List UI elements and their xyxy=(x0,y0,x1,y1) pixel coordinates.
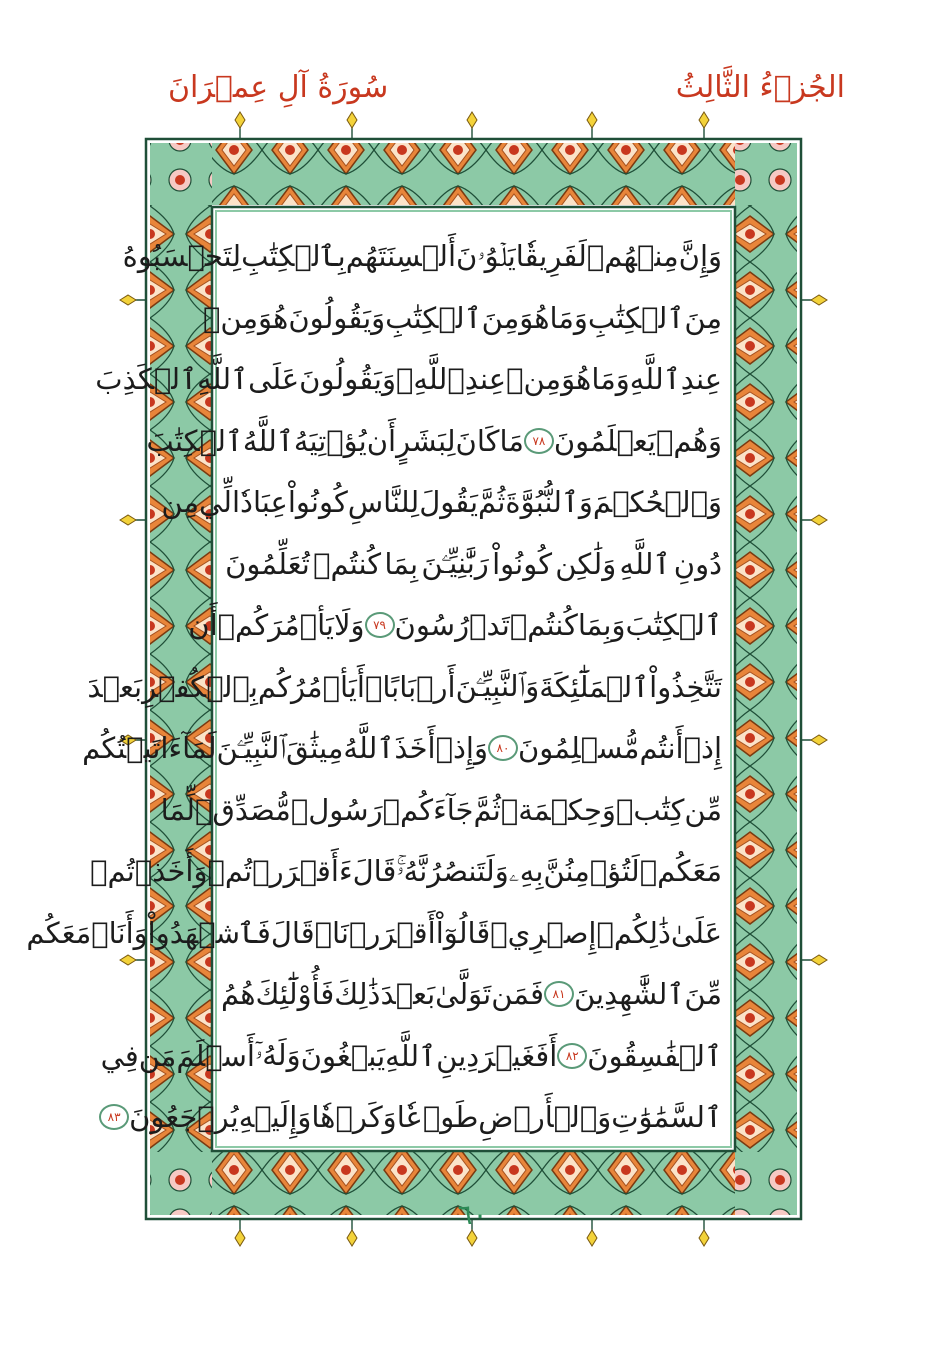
word: ٱللَّهِۖ xyxy=(395,362,465,396)
word: إِصۡرِيۖ xyxy=(490,915,597,950)
word: أَنتُم xyxy=(639,731,684,765)
word: وَلَٰكِن xyxy=(555,546,617,581)
word: هُوَ xyxy=(258,300,289,335)
word: ٱلشَّٰهِدِينَ xyxy=(573,977,685,1011)
word: تَوَلَّىٰ xyxy=(435,977,492,1011)
word: مِّن xyxy=(684,792,722,827)
word: أَن xyxy=(366,423,397,458)
word: أَفَغَيۡرَ xyxy=(479,1038,558,1073)
word: مَن xyxy=(138,1038,177,1073)
word: ٱللَّهِ xyxy=(385,1038,437,1073)
word: لَتُؤۡمِنُنَّ xyxy=(543,854,640,888)
ayah-number-marker: ٨٣ xyxy=(99,1104,129,1130)
text-line xyxy=(100,1025,722,1087)
text-line xyxy=(146,410,722,472)
ayah-number-marker: ٧٨ xyxy=(524,428,554,454)
word: وَٱلنَّبِيِّـۧنَ xyxy=(455,669,540,703)
juz-heading: الجُزۡءُ الثَّالِثُ xyxy=(675,69,845,105)
word: كُونُواْ xyxy=(287,485,348,519)
word: أَيَأۡمُرُكُم xyxy=(257,669,365,704)
word: أَلۡسِنَتَهُم xyxy=(345,239,457,273)
word: عِندِ xyxy=(464,362,507,396)
word: ٱلۡمَلَٰٓئِكَةَ xyxy=(539,669,650,704)
word: وَيَقُولُونَ xyxy=(299,362,396,396)
word: فِي xyxy=(100,1038,139,1073)
word: ٱلۡكَذِبَ xyxy=(95,362,198,396)
word: وَبِمَا xyxy=(577,608,626,642)
ayah-number-marker: ٨٠ xyxy=(488,735,518,761)
word: عِندِ xyxy=(680,362,722,396)
word: كُونُواْ xyxy=(492,546,553,581)
word: أَرۡبَابًاۗ xyxy=(364,669,456,704)
word: هُوَ xyxy=(561,362,592,396)
word: عَلَى xyxy=(248,362,300,396)
text-line xyxy=(87,656,722,718)
word: ٱلۡكِتَٰبِ xyxy=(385,300,482,335)
word: ٱلۡفَٰسِقُونَ xyxy=(587,1038,722,1073)
word: لَفَرِيقٗا xyxy=(515,239,587,273)
word: بَعۡدَ xyxy=(380,977,436,1011)
word: وَٱلۡحُكۡمَ xyxy=(592,485,722,519)
word: ذَٰلِكُمۡ xyxy=(596,915,671,950)
text-line xyxy=(26,902,722,964)
word: مِنۡهُمۡ xyxy=(586,239,679,273)
word: فَمَن xyxy=(491,977,544,1011)
ayah-number-marker: ٨١ xyxy=(544,981,574,1007)
word: وَأَنَا۠ xyxy=(91,915,148,950)
word: مَعَكُم xyxy=(26,915,92,950)
text-line xyxy=(220,963,722,1025)
word: تَتَّخِذُواْ xyxy=(649,669,722,704)
word: يَبۡغُونَ xyxy=(300,1038,386,1073)
word: بِٱلۡكِتَٰبِ xyxy=(241,239,346,273)
text-line xyxy=(122,225,722,287)
text-line xyxy=(95,348,722,410)
word: هُمُ xyxy=(220,977,256,1011)
word: ٱلسَّمَٰوَٰتِ xyxy=(611,1100,722,1134)
word: لِلنَّاسِ xyxy=(347,485,420,519)
text-line xyxy=(161,471,722,533)
word: عِبَادٗا xyxy=(232,485,288,519)
word: أَسۡلَمَ xyxy=(176,1038,255,1073)
quran-text-panel xyxy=(26,211,732,1147)
text-line xyxy=(225,533,722,595)
word: وَهُمۡ xyxy=(655,423,722,458)
word: قَالَ xyxy=(352,854,397,888)
word: وَإِلَيۡهِ xyxy=(238,1100,312,1134)
word: كُنتُمۡ xyxy=(509,608,578,642)
word: مُّصَدِّقٞ xyxy=(195,792,291,827)
word: بِهِۦ xyxy=(508,853,544,888)
word: دُونِ xyxy=(673,546,722,581)
word: ءَأَقۡرَرۡتُمۡ xyxy=(207,854,353,888)
word: مِنَ xyxy=(684,300,722,335)
word: عَلَىٰ xyxy=(670,915,722,950)
word: وَٱلۡأَرۡضِ xyxy=(478,1100,612,1134)
word: ٱلۡكِتَٰبَ xyxy=(625,608,722,642)
word: ثُمَّ xyxy=(473,792,501,827)
word: كَانَ xyxy=(455,423,500,458)
word: مُّسۡلِمُونَ xyxy=(517,731,640,765)
ayah-number-marker: ٨٢ xyxy=(557,1043,587,1069)
text-line xyxy=(90,840,722,902)
word: تَدۡرُسُونَ xyxy=(394,608,510,642)
word: وَلَا xyxy=(333,608,365,642)
word: ٱللَّهُ xyxy=(343,731,395,765)
word: لِّمَا xyxy=(160,792,195,827)
word: بِمَا xyxy=(384,546,419,581)
word: ذَٰلِكَ xyxy=(334,977,381,1011)
text-line xyxy=(160,779,722,841)
page-number: ٦٠ xyxy=(457,1198,488,1231)
word: طَوۡعٗا xyxy=(396,1100,479,1134)
word: كُنتُمۡ xyxy=(313,546,382,581)
word: وَإِذۡ xyxy=(435,731,488,765)
word: وَمَا xyxy=(591,362,630,396)
surah-heading: سُورَةُ آلِ عِمۡرَانَ xyxy=(168,69,389,105)
word: لِتَحۡسَبُوهُ xyxy=(122,239,242,273)
word: ٱللَّهِ xyxy=(197,362,249,396)
word: يَعۡلَمُونَ xyxy=(553,423,656,458)
word: وَحِكۡمَةٖ xyxy=(500,792,616,827)
word: وَٱلنُّبُوَّةَ xyxy=(505,485,593,519)
word: يُرۡجَعُونَ xyxy=(129,1100,239,1134)
word: لِّي xyxy=(198,485,232,519)
word: يَلۡوُۥنَ xyxy=(456,238,516,273)
word: ٱللَّهِ xyxy=(629,362,681,396)
word: قَالَ xyxy=(270,915,315,950)
word: ٱلنَّبِيِّـۧنَ xyxy=(216,730,287,765)
word: ءَاتَيۡتُكُم xyxy=(82,731,183,765)
word: إِذۡ xyxy=(683,731,722,765)
word: قَالُوٓاْ xyxy=(435,915,491,950)
word: وَكَرۡهٗا xyxy=(311,1100,397,1134)
word: لَمَآ xyxy=(182,731,217,765)
word: رَسُولٞ xyxy=(290,792,383,827)
word: وَمَا xyxy=(549,300,588,335)
word: بِٱلۡكُفۡرِ xyxy=(142,669,258,704)
word: وَيَقُولُونَ xyxy=(288,300,386,335)
word: وَإِنَّ xyxy=(678,239,722,273)
ayah-number-marker: ٧٩ xyxy=(365,612,395,638)
word: ٱلۡكِتَٰبِ xyxy=(587,300,685,335)
word: وَلَهُۥٓ xyxy=(255,1038,301,1072)
word: أَقۡرَرۡنَاۚ xyxy=(314,915,436,950)
word: ٱللَّهِ xyxy=(619,546,671,581)
word: مِيثَٰقَ xyxy=(286,731,344,765)
word: أَن xyxy=(188,608,218,642)
word: وَلَتَنصُرُنَّهُۥۚ xyxy=(396,853,509,888)
text-line xyxy=(188,594,722,656)
word: مِنۡ xyxy=(203,300,259,335)
word: ٱللَّهُ xyxy=(242,423,294,458)
word: لِبَشَرٍ xyxy=(396,423,456,458)
word: مِنَ xyxy=(481,300,520,335)
word: بَعۡدَ xyxy=(87,669,143,704)
word: هُوَ xyxy=(519,300,550,335)
word: مَا xyxy=(499,423,524,458)
word: ثُمَّ xyxy=(478,485,506,519)
word: جَآءَكُمۡ xyxy=(382,792,474,827)
word: فَأُوْلَٰٓئِكَ xyxy=(255,977,335,1011)
text-line xyxy=(82,717,722,779)
word: مِنۡ xyxy=(506,362,562,396)
word: رَبَّٰنِيِّـۧنَ xyxy=(421,546,489,580)
word: يَأۡمُرَكُمۡ xyxy=(217,608,334,642)
word: أَخَذَ xyxy=(394,731,436,765)
word: ٱلۡكِتَٰبَ xyxy=(146,423,243,458)
text-line xyxy=(107,1086,722,1148)
word: مَعَكُمۡ xyxy=(639,854,722,888)
word: يَقُولَ xyxy=(419,485,479,519)
word: يُؤۡتِيَهُ xyxy=(293,423,367,458)
word: كِتَٰبٖ xyxy=(615,792,685,827)
word: وَأَخَذۡتُمۡ xyxy=(90,854,208,888)
word: مِن xyxy=(161,485,199,519)
text-line xyxy=(203,287,722,349)
word: دِينِ xyxy=(436,1038,480,1073)
word: تُعَلِّمُونَ xyxy=(225,546,310,581)
word: مِّنَ xyxy=(684,977,722,1011)
word: فَٱشۡهَدُواْ xyxy=(147,915,271,950)
